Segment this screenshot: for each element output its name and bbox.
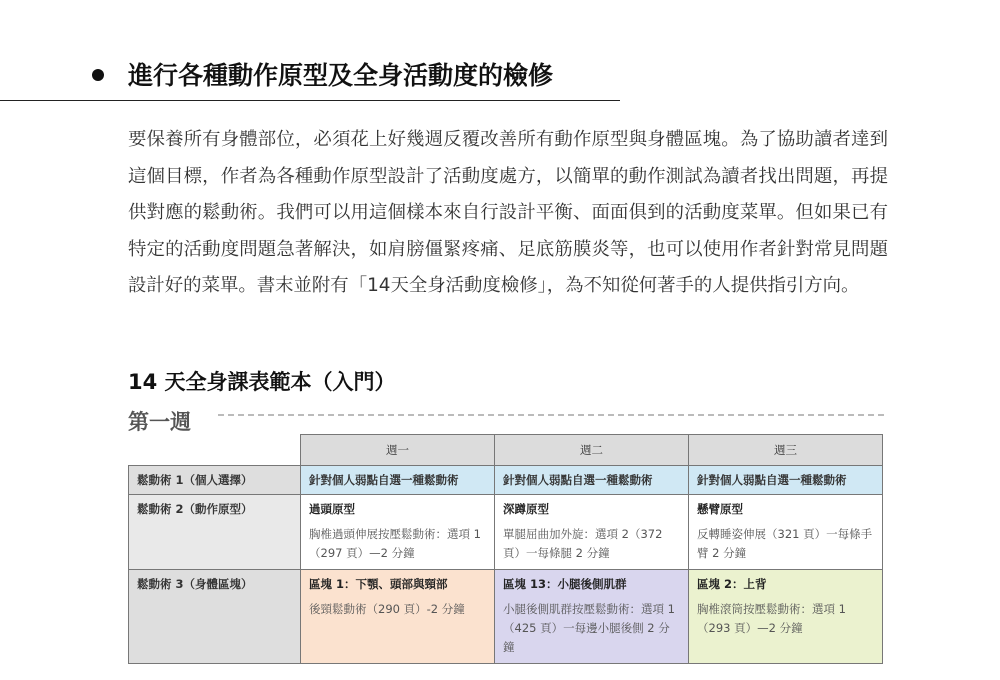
table-header-row <box>129 435 883 466</box>
cell-title: 針對個人弱點自選一種鬆動術 <box>697 473 847 487</box>
cell-desc: 胸椎滾筒按壓鬆動術：選項 1（293 頁）—2 分鐘 <box>697 602 846 635</box>
table-title: 14 天全身課表範本（入門） <box>128 370 396 394</box>
table-row <box>129 495 883 570</box>
bullet-icon <box>92 69 104 81</box>
cell-desc: 後頸鬆動術（290 頁）-2 分鐘 <box>309 602 465 616</box>
dashed-divider <box>218 414 884 416</box>
corner-cell <box>129 435 301 466</box>
cell-title: 針對個人弱點自選一種鬆動術 <box>503 473 653 487</box>
schedule-cell <box>301 495 495 570</box>
cell-desc: 小腿後側肌群按壓鬆動術：選項 1（425 頁）一每邊小腿後側 2 分鐘 <box>503 602 675 654</box>
schedule-cell <box>689 466 883 495</box>
week-header <box>128 406 884 436</box>
cell-title: 區塊 13：小腿後側肌群 <box>503 577 627 591</box>
schedule-table <box>128 434 883 664</box>
table-row <box>129 570 883 664</box>
cell-title: 深蹲原型 <box>503 502 549 516</box>
schedule-cell <box>495 466 689 495</box>
row-label: 鬆動術 3（身體區塊） <box>129 570 301 664</box>
schedule-cell <box>495 570 689 664</box>
schedule-cell <box>301 570 495 664</box>
table-row <box>129 466 883 495</box>
schedule-cell <box>689 570 883 664</box>
section-title: 進行各種動作原型及全身活動度的檢修 <box>128 61 554 90</box>
cell-desc: 胸椎過頭伸展按壓鬆動術：選項 1（297 頁）—2 分鐘 <box>309 527 481 560</box>
schedule-cell <box>301 466 495 495</box>
cell-title: 區塊 2：上背 <box>697 577 767 591</box>
cell-title: 針對個人弱點自選一種鬆動術 <box>309 473 459 487</box>
row-label: 鬆動術 1（個人選擇） <box>129 466 301 495</box>
cell-title: 區塊 1：下顎、頭部與頸部 <box>309 577 448 591</box>
week-label: 第一週 <box>128 410 191 434</box>
day-header: 週三 <box>689 435 883 466</box>
cell-title: 過頭原型 <box>309 502 355 516</box>
section-heading <box>0 50 620 101</box>
row-label: 鬆動術 2（動作原型） <box>129 495 301 570</box>
body-paragraph: 要保養所有身體部位，必須花上好幾週反覆改善所有動作原型與身體區塊。為了協助讀者達到這個目標，作者為各種動作原型設計了活動度處方，以簡單的動作測試為讀者找出問題，再提供對應的鬆動術。我們可以用這個樣本來自行設計平衡、面面俱到的活動度菜單。但如果已有特定的活動度問題急著解決，如肩膀僵緊疼痛、足底筋膜炎等，也可以使用作者針對常見問題設計好的菜單。書末並附有「14天全身活動度檢修」，為不知從何著手的人提供指引方向。 <box>128 129 888 296</box>
cell-desc: 反轉睡姿伸展（321 頁）一每條手臂 2 分鐘 <box>697 527 873 560</box>
schedule-cell <box>689 495 883 570</box>
day-header: 週一 <box>301 435 495 466</box>
schedule-cell <box>495 495 689 570</box>
cell-desc: 單腿屈曲加外旋：選項 2（372 頁）一每條腿 2 分鐘 <box>503 527 663 560</box>
cell-title: 懸臂原型 <box>697 502 743 516</box>
day-header: 週二 <box>495 435 689 466</box>
